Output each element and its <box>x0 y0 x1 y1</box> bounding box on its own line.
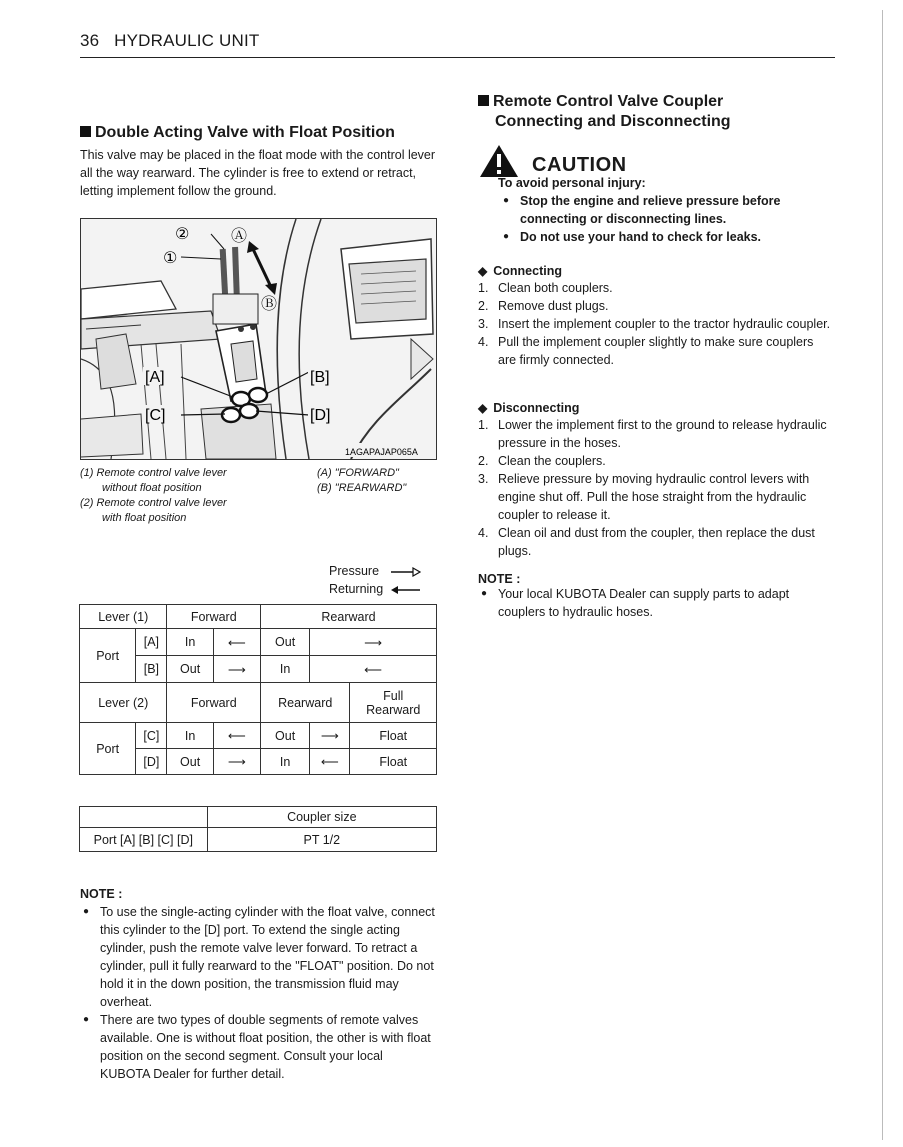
list-item: ● Stop the engine and relieve pressure before connecting or disconnecting lines. <box>500 192 832 228</box>
table-cell: PT 1/2 <box>207 828 436 852</box>
table-cell: [C] <box>136 723 167 749</box>
list-item: ● To use the single-acting cylinder with the float valve, connect this cylinder to the [D] port. To extend the single acting cylinder, push the remote valve lever forward. To retract a cylinder, pull it fully rearward to the "FLOAT" position. Do not hold it in the down position, the transmission fluid may overheat. <box>80 903 436 1011</box>
list-item: ● Do not use your hand to check for leaks. <box>500 228 832 246</box>
table-cell: Coupler size <box>207 807 436 828</box>
warning-triangle-icon <box>480 144 520 178</box>
caption-1: (1) Remote control valve lever without float position (2) Remote control valve lever with float position <box>80 467 227 524</box>
right-arrow-icon: ⟶ <box>213 749 260 775</box>
return-arrow-icon <box>391 585 421 595</box>
list-item: 2. Remove dust plugs. <box>478 299 609 313</box>
caution-lead: To avoid personal injury: <box>498 176 646 190</box>
list-item: 2. Clean the couplers. <box>478 454 606 468</box>
caption-2: (A) "FORWARD" (B) "REARWARD" <box>317 467 407 494</box>
connecting-heading: ◆ Connecting <box>478 262 562 280</box>
heading-square-icon <box>80 126 91 137</box>
list-item: 4. Clean oil and dust from the coupler, then replace the dust plugs. <box>478 526 815 558</box>
figure-label-c: [C] <box>145 407 166 424</box>
caution-title: CAUTION <box>532 154 627 176</box>
disconnecting-heading: ◆ Disconnecting <box>478 399 579 417</box>
right-arrow-icon: ⟶ <box>310 629 437 656</box>
pressure-arrow-icon <box>391 567 421 577</box>
table-cell: Out <box>260 629 309 656</box>
figure-label-d: [D] <box>310 407 331 424</box>
left-heading: Double Acting Valve with Float Position <box>80 123 395 143</box>
heading-square-icon <box>478 95 489 106</box>
list-item: ● Your local KUBOTA Dealer can supply parts to adapt couplers to hydraulic hoses. <box>478 585 832 621</box>
figure-label-a-circle: Ⓐ <box>231 226 248 245</box>
figure-code: 1AGAPAJAP065A <box>345 447 418 457</box>
table-cell: In <box>260 656 309 683</box>
left-arrow-icon: ⟵ <box>310 656 437 683</box>
left-note-label: NOTE : <box>80 887 123 901</box>
figure-label-2: ② <box>175 224 190 243</box>
table-cell: Full Rearward <box>350 683 437 723</box>
right-note-label: NOTE : <box>478 572 521 586</box>
table-cell: Rearward <box>260 683 349 723</box>
caution-list <box>500 192 832 246</box>
table-cell: Rearward <box>260 605 436 629</box>
right-arrow-icon: ⟶ <box>310 723 350 749</box>
valve-figure <box>80 218 437 460</box>
left-arrow-icon: ⟵ <box>213 723 260 749</box>
table-cell: [B] <box>136 656 167 683</box>
list-item: 3. Insert the implement coupler to the tractor hydraulic coupler. <box>478 317 831 331</box>
list-item: ● There are two types of double segments of remote valves available. One is without float position, the other is with float position on the second segment. Consult your local KUBOTA Dealer for further detail. <box>80 1011 436 1083</box>
valve-illustration <box>81 219 436 459</box>
table-cell: Port <box>80 723 136 775</box>
list-item: 4. Pull the implement coupler slightly to make sure couplers are firmly connected. <box>478 335 814 367</box>
connecting-steps <box>478 279 832 369</box>
header-rule <box>80 57 835 58</box>
flow-legend <box>329 562 439 598</box>
figure-label-b-circle: Ⓑ <box>261 294 278 313</box>
right-heading: Remote Control Valve Coupler Connecting and Disconnecting <box>478 92 838 132</box>
table-cell <box>80 807 208 828</box>
disconnecting-steps <box>478 416 832 560</box>
table-cell: Float <box>350 749 437 775</box>
table-cell: In <box>167 723 213 749</box>
figure-label-b: [B] <box>310 369 330 386</box>
page-edge-line <box>882 10 883 1140</box>
left-arrow-icon: ⟵ <box>310 749 350 775</box>
table-cell: Out <box>260 723 309 749</box>
table-cell: Forward <box>167 683 261 723</box>
legend-returning: Returning <box>329 582 384 596</box>
list-item: 1. Lower the implement first to the ground to release hydraulic pressure in the hoses. <box>478 418 827 450</box>
list-item: 1. Clean both couplers. <box>478 281 613 295</box>
table-cell: Port <box>80 629 136 683</box>
table-cell: In <box>167 629 213 656</box>
page-number: 36 <box>80 31 100 50</box>
table-cell: Out <box>167 656 213 683</box>
legend-pressure: Pressure <box>329 564 380 578</box>
table-cell: Out <box>167 749 213 775</box>
table-cell: Lever (1) <box>80 605 167 629</box>
table-cell: Port [A] [B] [C] [D] <box>80 828 208 852</box>
right-note-list <box>478 585 832 621</box>
figure-label-1: ① <box>163 248 178 267</box>
table-cell: Lever (2) <box>80 683 167 723</box>
table-cell: [A] <box>136 629 167 656</box>
right-arrow-icon: ⟶ <box>213 656 260 683</box>
page-header <box>80 31 260 51</box>
coupler-size-table <box>79 806 437 852</box>
table-cell: Forward <box>167 605 261 629</box>
table-cell: In <box>260 749 309 775</box>
figure-label-a: [A] <box>145 369 165 386</box>
table-cell: Float <box>350 723 437 749</box>
section-title: HYDRAULIC UNIT <box>114 31 260 50</box>
left-arrow-icon: ⟵ <box>213 629 260 656</box>
list-item: 3. Relieve pressure by moving hydraulic control levers with engine shut off. Pull the hose straight from the hydraulic coupler to release it. <box>478 472 810 522</box>
left-note-list <box>80 903 436 1083</box>
table-cell: [D] <box>136 749 167 775</box>
valve-flow-table <box>79 604 437 775</box>
left-intro: This valve may be placed in the float mode with the control lever all the way rearward. The cylinder is free to extend or retract, letting implement follow the ground. <box>80 148 436 198</box>
